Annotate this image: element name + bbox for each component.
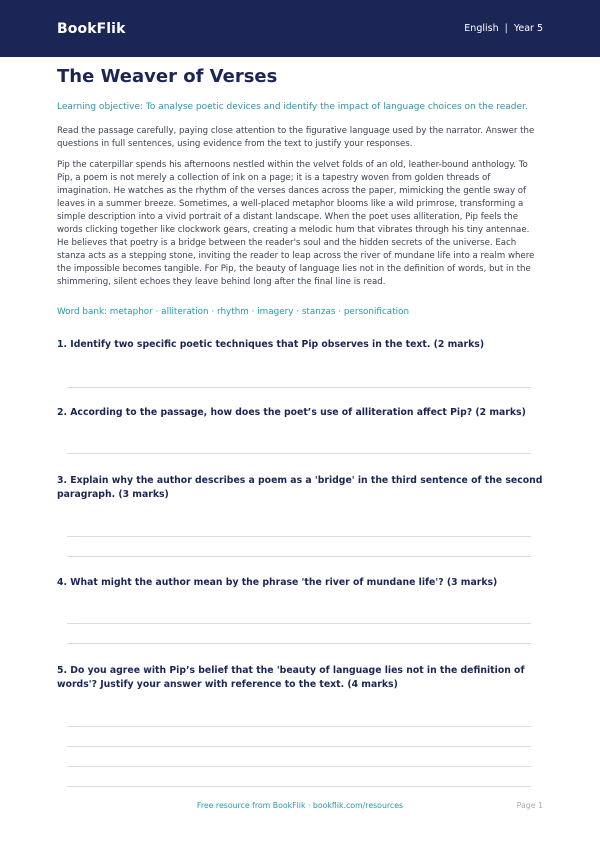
answer-line[interactable] <box>67 766 531 767</box>
brand-logo[interactable]: BookFlik <box>57 20 126 37</box>
reading-passage: Pip the caterpillar spends his afternoons nestled within the velvet folds of an old, leather-bound anthology. To Pip, a poem is not merely a collection of ink on a page; it is a tapestry woven from golden threads of imagination. He watches as the rhythm of the verses dances across the paper, mimicking the gentle sway of leaves in a summer breeze. Sometimes, a well-placed metaphor blooms like a wild primrose, transforming a simple description into a vivid portrait of a distant landscape. When the poet uses alliteration, Pip feels the words clicking together like clockwork gears, creating a melodic hum that vibrates through his tiny antennae. He believes that poetry is a bridge between the reader's soul and the hidden secrets of the universe. Each stanza acts as a stepping stone, inviting the reader to leap across the river of mundane life into a realm where the impossible becomes tangible. For Pip, the beauty of language lies not in the definition of words, but in the shimmering, silent echoes they leave behind long after the final line is read. <box>57 160 535 287</box>
answer-line[interactable] <box>67 746 531 747</box>
answer-line[interactable] <box>67 556 531 557</box>
page-number: Page 1 <box>516 801 543 810</box>
question-4: 4. What might the author mean by the phrase 'the river of mundane life'? (3 marks) <box>57 577 498 588</box>
answer-line[interactable] <box>67 726 531 727</box>
answer-line[interactable] <box>67 536 531 537</box>
page-title: The Weaver of Verses <box>57 66 278 87</box>
year-label: Year 5 <box>513 23 543 34</box>
header-meta <box>464 23 543 34</box>
answer-line[interactable] <box>67 643 531 644</box>
answer-line[interactable] <box>67 453 531 454</box>
learning-objective: Learning objective: To analyse poetic devices and identify the impact of language choices on the reader. <box>57 102 528 112</box>
instructions: Read the passage carefully, paying close attention to the figurative language used by the narrator. Answer the questions in full sentences, using evidence from the text to justify your responses. <box>57 126 535 149</box>
word-bank: Word bank: metaphor · alliteration · rhythm · imagery · stanzas · personification <box>57 307 410 317</box>
question-1: 1. Identify two specific poetic techniques that Pip observes in the text. (2 marks) <box>57 339 485 350</box>
question-5: 5. Do you agree with Pip’s belief that the 'beauty of language lies not in the definition of words'? Justify your answer with reference to the text. (4 marks) <box>57 665 525 690</box>
footer <box>0 801 600 815</box>
footer-resource-link[interactable]: Free resource from BookFlik · bookflik.com/resources <box>196 801 404 810</box>
question-2: 2. According to the passage, how does the poet’s use of alliteration affect Pip? (2 marks) <box>57 407 526 418</box>
meta-separator: | <box>504 23 508 34</box>
question-3: 3. Explain why the author describes a poem as a 'bridge' in the third sentence of the second paragraph. (3 marks) <box>57 475 543 500</box>
subject-label: English <box>464 23 499 34</box>
answer-line[interactable] <box>67 786 531 787</box>
answer-line[interactable] <box>67 387 531 388</box>
answer-line[interactable] <box>67 623 531 624</box>
header-bar <box>0 0 600 57</box>
